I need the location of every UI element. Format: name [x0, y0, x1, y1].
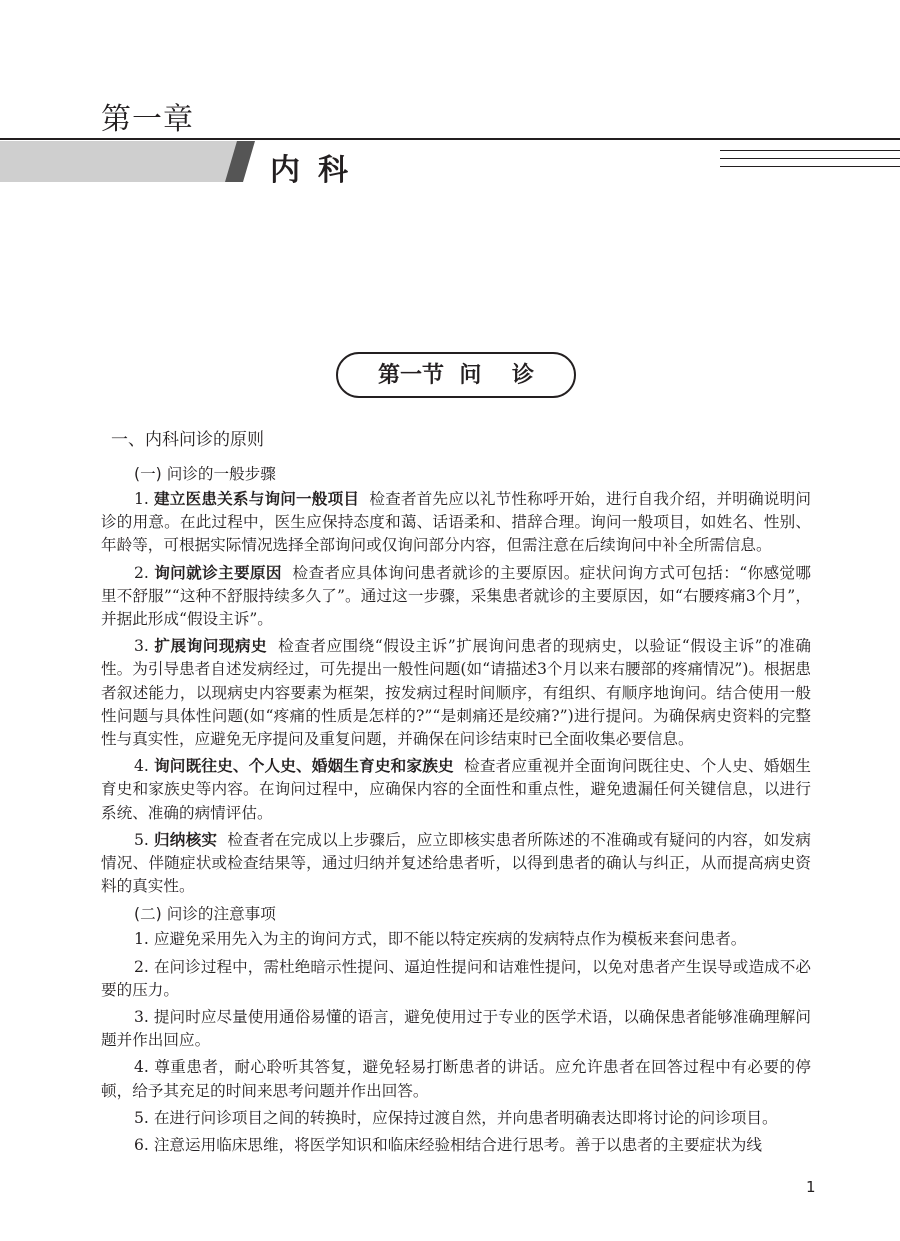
- subheading-general-steps: (一) 问诊的一般步骤: [134, 465, 276, 483]
- precaution-item: 1. 应避免采用先入为主的询问方式，即不能以特定疾病的发病特点作为模板来套问患者。: [134, 930, 747, 949]
- precaution-item: 4. 尊重患者，耐心聆听其答复，避免轻易打断患者的讲话。应允许患者在回答过程中有必要的停顿，给予其充足的时间来思考问题并作出回答。: [101, 1058, 811, 1100]
- step-item: 5. 归纳核实 检查者在完成以上步骤后，应立即核实患者所陈述的不准确或有疑问的内容，如发病情况、伴随症状或检查结果等，通过归纳并复述给患者听，以得到患者的确认与纠正，从而提高病史资料的真实性。: [101, 830, 811, 896]
- decorative-lines: [720, 150, 900, 174]
- header-band: [0, 141, 243, 182]
- precaution-item: 3. 提问时应尽量使用通俗易懂的语言，避免使用过于专业的医学术语，以确保患者能够准确理解问题并作出回应。: [101, 1008, 811, 1050]
- heading-principles: 一、内科问诊的原则: [111, 430, 264, 450]
- step-title: 扩展询问现病史: [154, 637, 268, 656]
- header-rule: [0, 138, 900, 140]
- precaution-item: 5. 在进行问诊项目之间的转换时，应保持过渡自然，并向患者明确表达即将讨论的问诊项目。: [134, 1108, 778, 1127]
- subheading-precautions: (二) 问诊的注意事项: [134, 905, 276, 924]
- step-title: 归纳核实: [154, 830, 218, 849]
- step-title: 询问既往史、个人史、婚姻生育史和家族史: [154, 757, 454, 776]
- subject-title: 内科: [270, 153, 366, 188]
- step-title: 询问就诊主要原因: [154, 563, 282, 582]
- precaution-item: 2. 在问诊过程中，需杜绝暗示性提问、逼迫性提问和诘难性提问，以免对患者产生误导或造成不必要的压力。: [101, 957, 811, 999]
- section-title: 第一节 问 诊: [336, 352, 576, 398]
- step-item: 1. 建立医患关系与询问一般项目 检查者首先应以礼节性称呼开始，进行自我介绍，并明确说明问诊的用意。在此过程中，医生应保持态度和蔼、话语柔和、措辞合理。询问一般项目，如姓名、性别、年龄等，可根据实际情况选择全部询问或仅询问部分内容，但需注意在后续询问中补全所需信息。: [101, 490, 811, 555]
- chapter-label: 第一章: [101, 102, 194, 137]
- step-item: 3. 扩展询问现病史 检查者应围绕“假设主诉”扩展询问患者的现病史，以验证“假设主诉”的准确性。为引导患者自述发病经过，可先提出一般性问题(如“请描述3个月以来右腰部的疼痛情况”)。根据患者叙述能力，以现病史内容要素为框架，按发病过程时间顺序，有组织、有顺序地询问。结合使用一般性问题与具体性问题(如“疼痛的性质是怎样的?”“是刺痛还是绞痛?”)进行提问。为确保病史资料的完整性与真实性，应避免无序提问及重复问题，并确保在问诊结束时已全面收集必要信息。: [101, 637, 811, 749]
- step-item: 4. 询问既往史、个人史、婚姻生育史和家族史 检查者应重视并全面询问既往史、个人史、婚姻生育史和家族史等内容。在询问过程中，应确保内容的全面性和重点性，避免遗漏任何关键信息，以进行系统、准确的病情评估。: [101, 757, 811, 822]
- step-title: 建立医患关系与询问一般项目: [154, 490, 360, 508]
- step-item: 2. 询问就诊主要原因 检查者应具体询问患者就诊的主要原因。症状问询方式可包括：“你感觉哪里不舒服”“这种不舒服持续多久了”。通过这一步骤，采集患者就诊的主要原因，如“右腰疼痛3个月”，并据此形成“假设主诉”。: [101, 563, 811, 629]
- precaution-item: 6. 注意运用临床思维，将医学知识和临床经验相结合进行思考。善于以患者的主要症状为线: [134, 1136, 762, 1155]
- page-number: 1: [806, 1178, 816, 1196]
- main-content: [101, 428, 811, 1161]
